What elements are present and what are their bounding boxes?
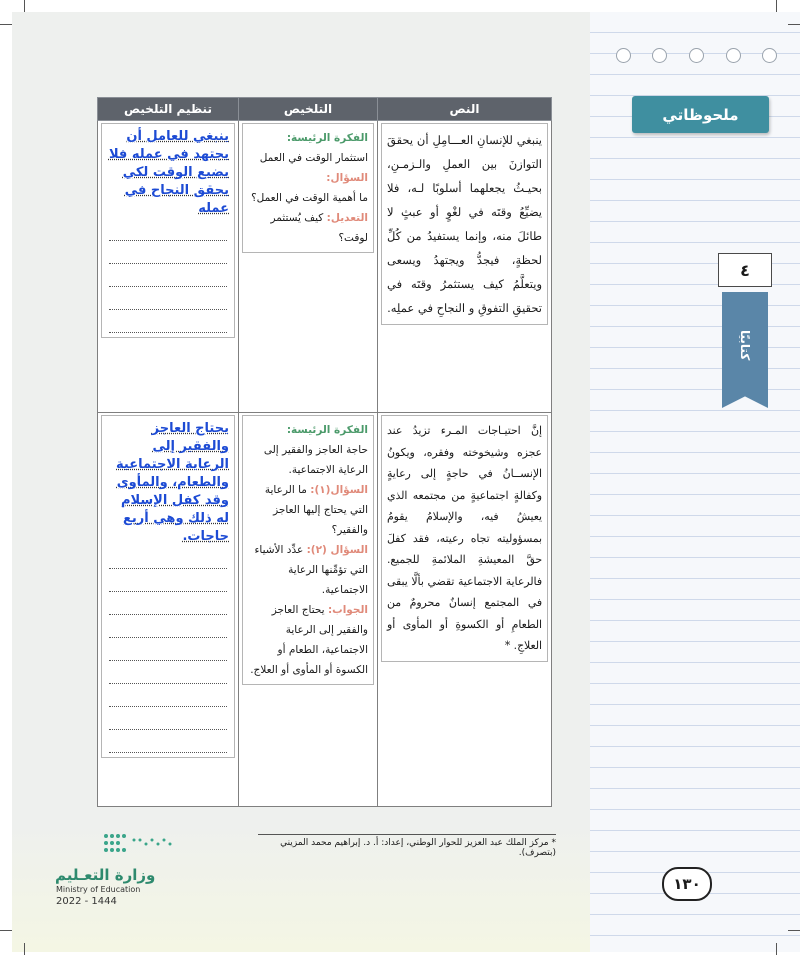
passage-text: ينبغي للإنسانِ العـــامِلِ أن يحققَ التوازنَ بين العملِ والـزمـنِ، بحيـثُ يجعلهما أسلوبًا لـه، فلا يضيِّعُ وقتَه في لغْوٍ أو عبثٍ لا طائلَ منه، وإنما يستفيدُ من كُلِّ لحظةٍ، فيجدُّ ويجتهدُ ويسعى ويتعلَّمُ كيف يستثمرُ وقتَه في تحقيقِ التفوقِ و النجاحِ في عملِه. [381,123,548,325]
header-summary: التلخيص [239,98,378,121]
dotted-line [109,707,227,730]
summary-content [242,123,374,253]
binder-ring-icon [726,48,741,63]
crop-mark [776,0,777,12]
binder-ring-icon [689,48,704,63]
dotted-line [109,546,227,569]
crop-mark [24,0,25,12]
ministry-arabic: وزارة التعـليم [55,866,156,884]
question-label: السؤال: [326,172,368,184]
dotted-line [109,569,227,592]
organize-content [101,123,235,338]
summary-cell [239,121,378,413]
notes-tab: ملحوظاتي [632,96,769,133]
summary-table [97,97,552,807]
dotted-line [109,592,227,615]
dotted-line [109,287,227,310]
question2-label: السؤال (٢): [306,544,368,556]
edit-label: التعديل: [326,212,368,224]
dotted-line [109,684,227,707]
edition-years: 2022 - 1444 [56,896,117,907]
notes-panel [590,12,800,952]
question1: ما الرعاية التي يحتاج إليها العاجز والفقير؟ [264,484,368,536]
text-cell [378,413,552,807]
binder-ring-icon [762,48,777,63]
footnote: * مركز الملك عبد العزيز للحوار الوطني، إعداد: أ. د. إبراهيم محمد المزيني (بتصرف). [258,834,556,858]
unit-number: ٤ [718,253,772,287]
summary-cell [239,413,378,807]
summary-content [242,415,374,685]
side-ribbon-label: كتابيًا [738,329,752,361]
crop-mark [776,943,777,955]
organize-cell[interactable] [98,413,239,807]
crop-mark [0,24,12,25]
dotted-line [109,310,227,333]
answer: يحتاج العاجز والفقير إلى الرعاية الاجتماعية، الطعام أو الكسوة أو المأوى أو العلاج. [250,604,368,676]
dotted-line [109,638,227,661]
main-idea-label: الفكرة الرئيسة: [286,132,368,144]
organize-cell[interactable] [98,121,239,413]
answer-label: الجواب: [327,604,368,616]
handwritten-answer: يحتاج العاجز والفقير إلى الرعاية الاجتماعية والطعام، والمأوى وقد كفل الإسلام له ذلك وهي أربع حاجات. [116,421,229,544]
table-row [98,121,552,413]
main-idea: حاجة العاجز والفقير إلى الرعاية الاجتماعية. [263,444,368,476]
dotted-line [109,615,227,638]
table-header-row [98,98,552,121]
dotted-line [109,241,227,264]
passage-text: إنَّ احتيـاجات المـرء تزيدُ عند عجزه وشيخوخته وفقره، ويكونُ الإنســانُ في حاجةٍ إلى رعايةٍ وكفالةٍ اجتماعيةٍ من مجتمعه الذي يعيشُ فيه، والإسلامُ يقومُ بمسؤوليته تجاه رعيته، فقد كفلَ حقَّ المعيشةِ الملائمةِ للجميع. فالرعاية الاجتماعية تقضي بألَّا يبقى في المجتمع إنسانٌ محرومٌ من الطعامِ أو الكسوةِ أو المأوى أو العلاجِ. * [381,415,548,662]
question: ما أهمية الوقت في العمل؟ [251,192,368,204]
crop-mark [788,24,800,25]
dotted-line [109,264,227,287]
handwritten-answer: ينبغي للعامل أن يجتهد في عمله فلا يضيع الوقت لكي يحقق النجاح في عمله [108,129,229,216]
crop-mark [788,930,800,931]
main-idea: استثمار الوقت في العمل [259,152,368,164]
question1-label: السؤال(١): [310,484,368,496]
main-idea-label: الفكرة الرئيسة: [286,424,368,436]
dotted-line [109,730,227,753]
table-row [98,413,552,807]
organize-content [101,415,235,758]
header-organize: تنظيم التلخيص [98,98,239,121]
binder-ring-icon [652,48,667,63]
header-text: النص [378,98,552,121]
crop-mark [0,930,12,931]
dotted-line [109,218,227,241]
question2: عدِّد الأشياء التي تؤمِّنها الرعاية الاجتماعية. [254,544,368,596]
vision-logo-icon [98,826,178,860]
text-cell [378,121,552,413]
dotted-line [109,661,227,684]
page-number: ١٣٠ [662,867,712,901]
edit-text: كيف يُستثمر لوقت؟ [270,212,368,244]
binder-ring-icon [616,48,631,63]
crop-mark [24,943,25,955]
ministry-english: Ministry of Education [56,885,141,894]
